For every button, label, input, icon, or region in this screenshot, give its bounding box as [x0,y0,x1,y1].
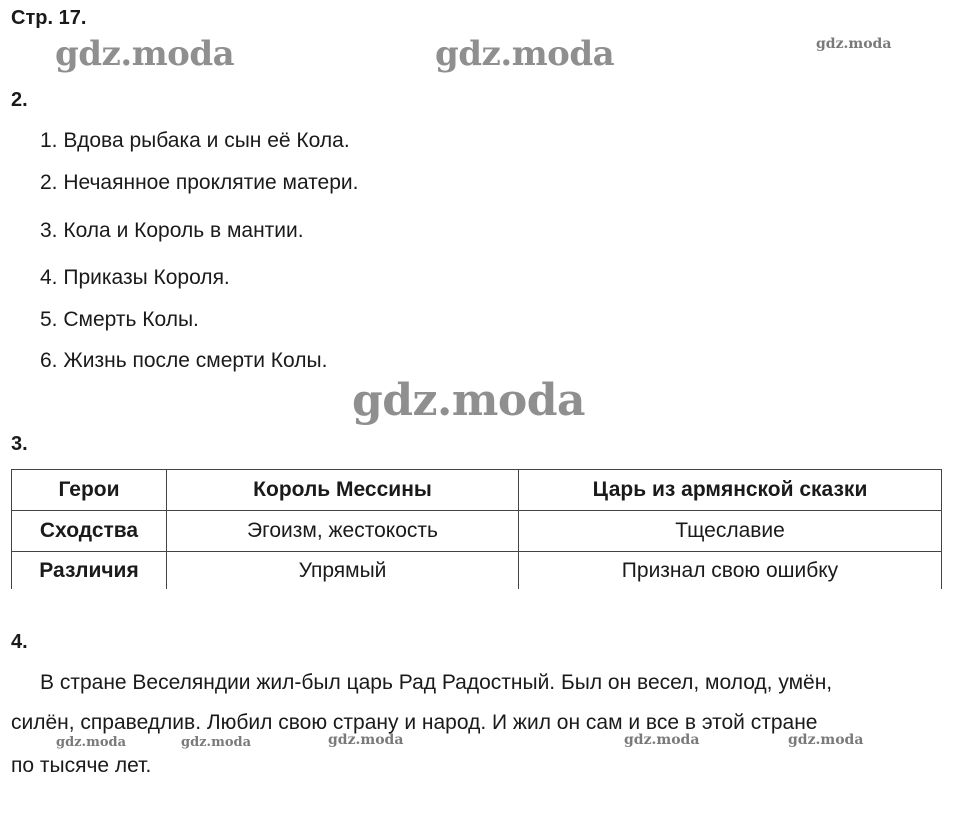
table-cell: Упрямый [167,552,519,590]
watermark-logo: gdz.moda [352,375,586,426]
task-3-number: 3. [11,433,28,455]
table-cell: Признал свою ошибку [519,552,942,590]
list-item: 6. Жизнь после смерти Колы. [40,349,328,372]
table-header-cell: Король Мессины [167,470,519,511]
watermark-logo: gdz.moda [788,732,864,748]
task-4-number: 4. [11,631,28,653]
watermark-logo: gdz.moda [55,34,235,74]
paragraph-line: силён, справедлив. Любил свою страну и народ. И жил он сам и все в этой стране [11,711,818,734]
table-header-cell: Царь из армянской сказки [519,470,942,511]
list-item: 2. Нечаянное проклятие матери. [40,171,359,194]
watermark-logo: gdz.moda [181,735,252,750]
watermark-logo: gdz.moda [816,36,892,52]
table-row [12,511,942,552]
watermark-logo: gdz.moda [56,735,127,750]
task-2-number: 2. [11,89,28,111]
table-row [12,552,942,590]
table-row-label: Различия [12,552,167,590]
table-header-row [12,470,942,511]
table-cell: Эгоизм, жестокость [167,511,519,552]
list-item: 5. Смерть Колы. [40,308,199,331]
watermark-logo: gdz.moda [435,34,615,74]
list-item: 3. Кола и Король в мантии. [40,219,304,242]
table-row-label: Сходства [12,511,167,552]
table-cell: Тщеславие [519,511,942,552]
page-label: Стр. 17. [11,7,87,29]
list-item: 1. Вдова рыбака и сын её Кола. [40,129,350,152]
watermark-logo: gdz.moda [624,732,700,748]
paragraph-line: В стране Веселяндии жил-был царь Рад Радостный. Был он весел, молод, умён, [40,671,833,694]
table-header-cell: Герои [12,470,167,511]
watermark-logo: gdz.moda [328,732,404,748]
paragraph-line: по тысяче лет. [11,754,152,777]
heroes-table [11,469,942,589]
list-item: 4. Приказы Короля. [40,266,230,289]
